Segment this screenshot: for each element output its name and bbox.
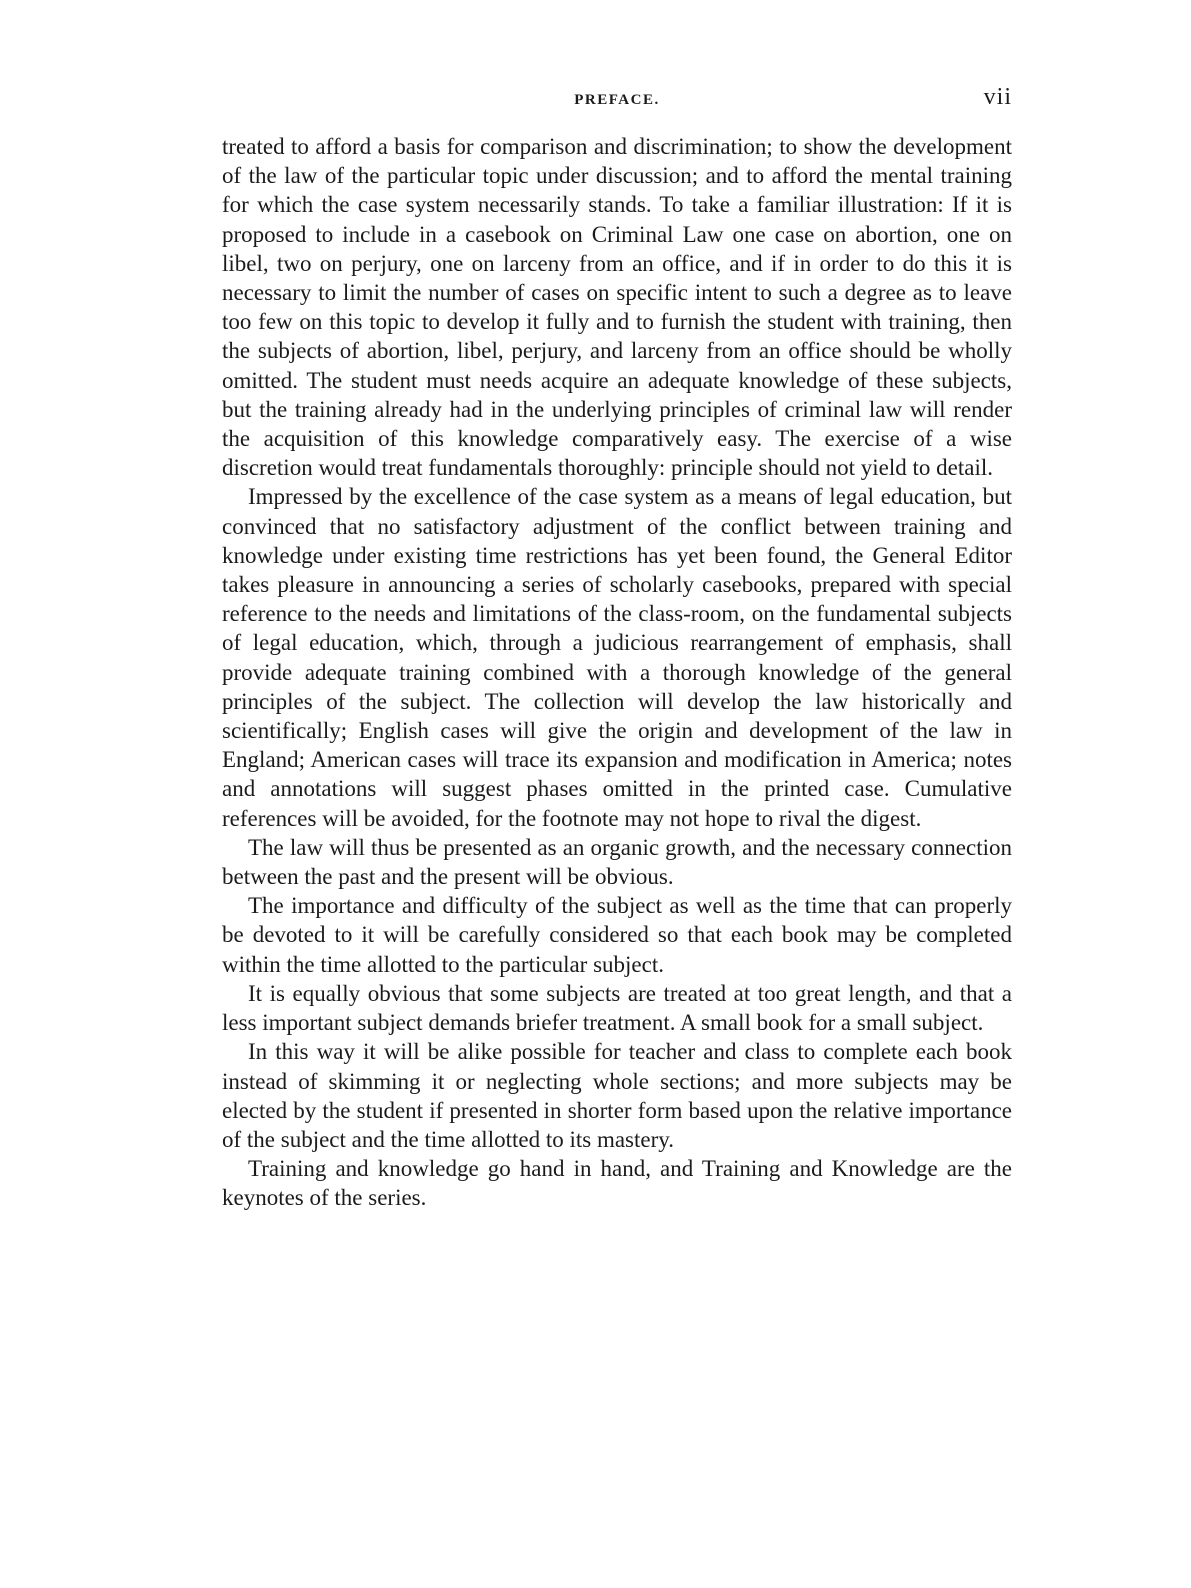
running-head	[222, 84, 1012, 114]
page-number: vii	[983, 84, 1012, 110]
paragraph-organic-growth: The law will thus be presented as an organic growth, and the necessary connection between the past and the present will be obvious.	[222, 834, 1012, 890]
paragraph-importance: The importance and difficulty of the subject as well as the time that can properly be devoted to it will be carefully considered so that each book may be completed within the time allotted to the particular subject.	[222, 893, 1012, 977]
body-text	[222, 132, 1012, 1213]
paragraph-length: It is equally obvious that some subjects are treated at too great length, and that a less important subject demands briefer treatment. A small book for a small subject.	[222, 980, 1012, 1036]
paragraph-keynotes: Training and knowledge go hand in hand, and Training and Knowledge are the keynotes of the series.	[222, 1156, 1012, 1211]
running-title: PREFACE.	[574, 92, 660, 108]
paragraph-continued: treated to afford a basis for comparison and discrimination; to show the development of the law of the particular topic under discussion; and to afford the mental training for which the case system necessarily stands. To take a familiar illustration: If it is proposed to include in a casebook on Criminal Law one case on abortion, one on libel, two on perjury, one on larceny from an office, and if in order to do this it is necessary to limit the number of cases on specific intent to such a degree as to leave too few on this topic to develop it fully and to furnish the student with training, then the subjects of abortion, libel, perjury, and larceny from an office should be wholly omitted. The student must needs acquire an adequate knowledge of these subjects, but the training already had in the underlying principles of criminal law will render the acquisition of this knowledge comparatively easy. The exercise of a wise discretion would treat fundamentals thoroughly: principle should not yield to detail.	[222, 134, 1012, 481]
paragraph-case-system: Impressed by the excellence of the case system as a means of legal education, but convinced that no satisfactory adjustment of the conflict between training and knowledge under existing time restrictions has yet been found, the General Editor takes pleasure in announcing a series of scholarly casebooks, prepared with special reference to the needs and limitations of the class-room, on the fundamental subjects of legal education, which, through a judicious rearrangement of emphasis, shall provide adequate training combined with a thorough knowledge of the general principles of the subject. The collection will develop the law historically and scientifically; English cases will give the origin and development of the law in England; American cases will trace its expansion and modification in America; notes and annotations will suggest phases omitted in the printed case. Cumulative references will be avoided, for the footnote may not hope to rival the digest.	[222, 484, 1012, 831]
paragraph-completion: In this way it will be alike possible for teacher and class to complete each book instead of skimming it or neglecting whole sections; and more subjects may be elected by the student if presented in shorter form based upon the relative importance of the subject and the time allotted to its mastery.	[222, 1039, 1012, 1152]
